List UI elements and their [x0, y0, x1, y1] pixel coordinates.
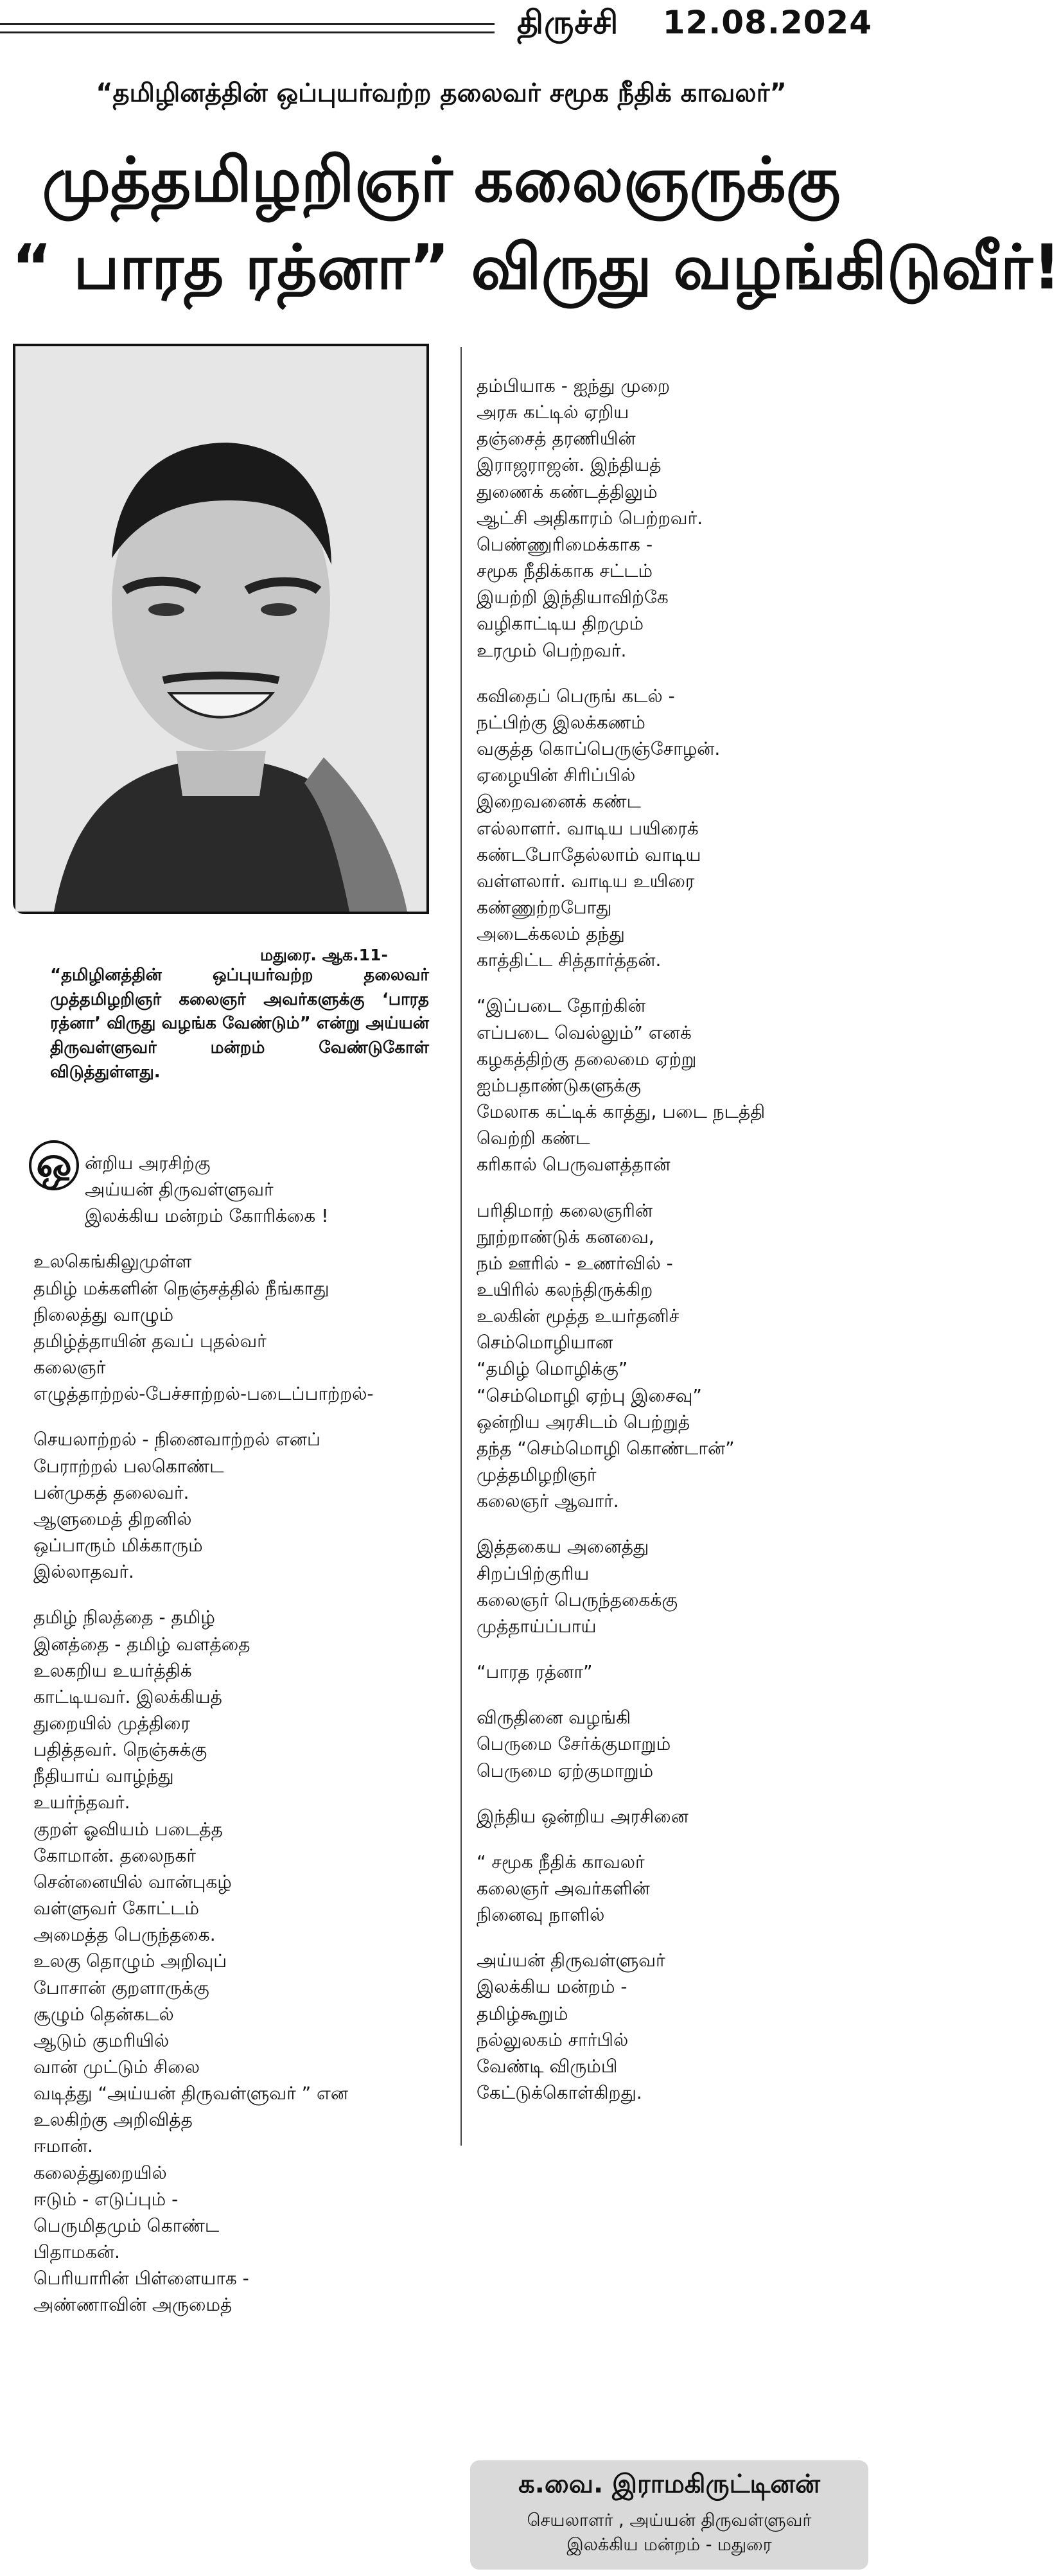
body-paragraph: இத்தகைய அனைத்து சிறப்பிற்குரிய கலைஞர் பெருந்தகைக்கு முத்தாய்ப்பாய் — [477, 1536, 678, 1637]
dateline: மதுரை. ஆக.11- — [260, 946, 388, 964]
masthead-city: திருச்சி — [517, 4, 619, 41]
body-paragraph: கவிதைப் பெருங் கடல் - நட்பிற்கு இலக்கணம் வகுத்த கொப்பெருஞ்சோழன். ஏழையின் சிரிப்பில் இறைவனைக் கண்ட எல்லாளர். வாடிய பயிரைக் கண்டபோதேல்லாம் வாடிய வள்ளலார். வாடிய உயிரை கண்ணுற்றபோது அடைக்கலம் தந்து காத்திட்ட சித்தார்த்தன். — [477, 685, 721, 971]
body-paragraph: “ சமூக நீதிக் காவலர் கலைஞர் அவர்களின் நினைவு நாளில் — [477, 1851, 650, 1926]
subheading: “தமிழினத்தின் ஒப்புயர்வற்ற தலைவர் சமூக நீதிக் காவலர்” — [96, 78, 787, 108]
headline-line2: “ பாரத ரத்னா” விருது வழங்கிடுவீர்! — [12, 231, 1061, 303]
body-paragraph: உலகெங்கிலுமுள்ள தமிழ் மக்களின் நெஞ்சத்தில் நீங்காது நிலைத்து வாழும் தமிழ்த்தாயின் தவப் புதல்வர் கலைஞர் எழுத்தாற்றல்-பேச்சாற்றல்-படைப்பாற்றல்- — [33, 1251, 374, 1405]
signatory-role — [470, 2509, 868, 2557]
masthead-rule — [0, 23, 495, 33]
masthead — [517, 4, 872, 46]
body-paragraph: “பாரத ரத்னா” — [477, 1661, 593, 1683]
body-paragraph: தமிழ் நிலத்தை - தமிழ் இனத்தை - தமிழ் வளத்தை உலகறிய உயர்த்திக் காட்டியவர். இலக்கியத் துறையில் முத்திரை பதித்தவர். நெஞ்சுக்கு நீதியாய் வாழ்ந்து உயர்ந்தவர். குறள் ஓவியம் படைத்த கோமான். தலைநகர் சென்னையில் வான்புகழ் வள்ளுவர் கோட்டம் அமைத்த பெருந்தகை. உலகு தொழும் அறிவுப் போசான் குறளாருக்கு சூழும் தென்கடல் ஆடும் குமரியில் வான் முட்டும் சிலை வடித்து “அய்யன் திருவள்ளுவர் ” என உலகிற்கு அறிவித்த ஈமான். கலைத்துறையில் ஈடும் - எடுப்பும் - பெருமிதமும் கொண்ட பிதாமகன். பெரியாரின் பிள்ளையாக - அண்ணாவின் அருமைத் — [33, 1607, 348, 2316]
body-paragraph: பரிதிமாற் கலைஞரின் நூற்றாண்டுக் கனவை, நம் ஊரில் - உணர்வில் - உயிரில் கலந்திருக்கிற உலகின் மூத்த உயர்தனிச் செம்மொழியான “தமிழ் மொழிக்கு” “செம்மொழி ஏற்பு இசைவு” ஒன்றிய அரசிடம் பெற்றுத் தந்த “செம்மொழி கொண்டான்” முத்தமிழறிஞர் கலைஞர் ஆவார். — [477, 1199, 735, 1512]
body-paragraph: அய்யன் திருவள்ளுவர் இலக்கிய மன்றம் - தமிழ்கூறும் நல்லுலகம் சார்பில் வேண்டி விரும்பி கேட்டுக்கொள்கிறது. — [477, 1950, 665, 2104]
body-paragraph: விருதினை வழங்கி பெருமை சேர்க்குமாறும் பெருமை ஏற்குமாறும் — [477, 1707, 671, 1781]
portrait-photo — [13, 344, 429, 914]
column-divider — [460, 347, 462, 2146]
drop-cap: ஒ — [29, 1140, 79, 1190]
left-column — [33, 1150, 457, 2338]
headline-line1: முத்தமிழறிஞர் கலைஞருக்கு — [42, 144, 841, 216]
body-paragraph: இந்திய ஒன்றிய அரசினை — [477, 1805, 688, 1827]
body-paragraph: செயலாற்றல் - நினைவாற்றல் எனப் பேராற்றல் பலகொண்ட பன்முகத் தலைவர். ஆளுமைத் திறனில் ஒப்பாரும் மிக்காரும் இல்லாதவர். — [33, 1429, 320, 1583]
masthead-date: 12.08.2024 — [662, 4, 872, 41]
right-column — [477, 373, 875, 2125]
body-paragraph: ன்றிய அரசிற்கு அய்யன் திருவள்ளுவர் இலக்கிய மன்றம் கோரிக்கை ! — [85, 1152, 329, 1227]
signature-box — [470, 2460, 868, 2570]
body-paragraph: “இப்படை தோற்கின் எப்படை வெல்லும்” எனக் கழகத்திற்கு தலைமை ஏற்று ஐம்பதாண்டுகளுக்கு மேலாக கட்டிக் காத்து, படை நடத்தி வெற்றி கண்ட கரிகால் பெருவளத்தான் — [477, 995, 766, 1176]
intro-summary: “தமிழினத்தின் ஒப்புயர்வற்ற தலைவர் முத்தமிழறிஞர் கலைஞர் அவர்களுக்கு ‘பாரத ரத்னா’ விருது வழங்க வேண்டும்” என்று அய்யன் திருவள்ளுவர் மன்றம் வேண்டுகோள் விடுத்துள்ளது. — [50, 966, 429, 1082]
signatory-role-line2: இலக்கிய மன்றம் - மதுரை — [566, 2534, 772, 2555]
body-paragraph: தம்பியாக - ஐந்து முறை அரசு கட்டில் ஏறிய தஞ்சைத் தரணியின் இராஜராஜன். இந்தியத் துணைக் கண்டத்திலும் ஆட்சி அதிகாரம் பெற்றவர். பெண்ணுரிமைக்காக - சமூக நீதிக்காக சட்டம் இயற்றி இந்தியாவிற்கே வழிகாட்டிய திறமும் உரமும் பெற்றவர். — [477, 375, 703, 661]
signatory-name: க.வை. இராமகிருட்டினன் — [518, 2469, 820, 2499]
signatory-role-line1: செயலாளர் , அய்யன் திருவள்ளுவர் — [527, 2510, 812, 2530]
